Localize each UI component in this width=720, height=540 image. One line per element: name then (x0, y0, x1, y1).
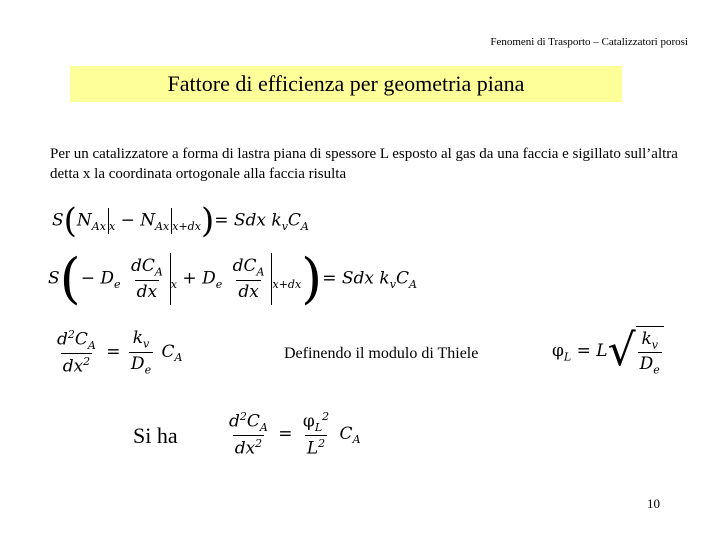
equation-thiele-modulus: $\varphi_L = L$ √ $\frac{k_v}{D_e}$ (552, 326, 664, 377)
equation-mass-balance: $S(N_{Ax}$ $_x - N_{Ax}$ $_{x+dx}$)= Sdx $k_vC_A$ (52, 201, 309, 241)
slide-title: Fattore di efficienza per geometria piana (167, 71, 525, 96)
slide-header: Fenomeni di Trasporto – Catalizzatori porosi (490, 36, 688, 48)
equation-fick-substitution: $S(- D_e$ $\frac{dC_A}{dx}$ $_x + D_e$ $\frac{dC_A}{dx}$ $_{x+dx}$)= Sdx $k_vC_A$ (48, 247, 417, 310)
page-number: 10 (647, 496, 660, 511)
equation-differential: $\frac{d^2C_A}{dx^2}$ = $\frac{k_v}{D_e}$ $C_A$ (57, 328, 183, 377)
thiele-definition-label: Definendo il modulo di Thiele (284, 345, 479, 362)
intro-paragraph: Per un catalizzatore a forma di lastra piana di spessore L esposto al gas da una faccia e sigillato sull’altra detta x la coordinata ortogonale alla faccia risulta (50, 146, 678, 182)
equation-dimensionless: $\frac{d^2C_A}{dx^2}$ = $\frac{\varphi_L^2}{L^2}$ $C_A$ (229, 410, 361, 459)
title-banner (70, 66, 622, 102)
si-ha-label: Si ha (133, 423, 178, 448)
